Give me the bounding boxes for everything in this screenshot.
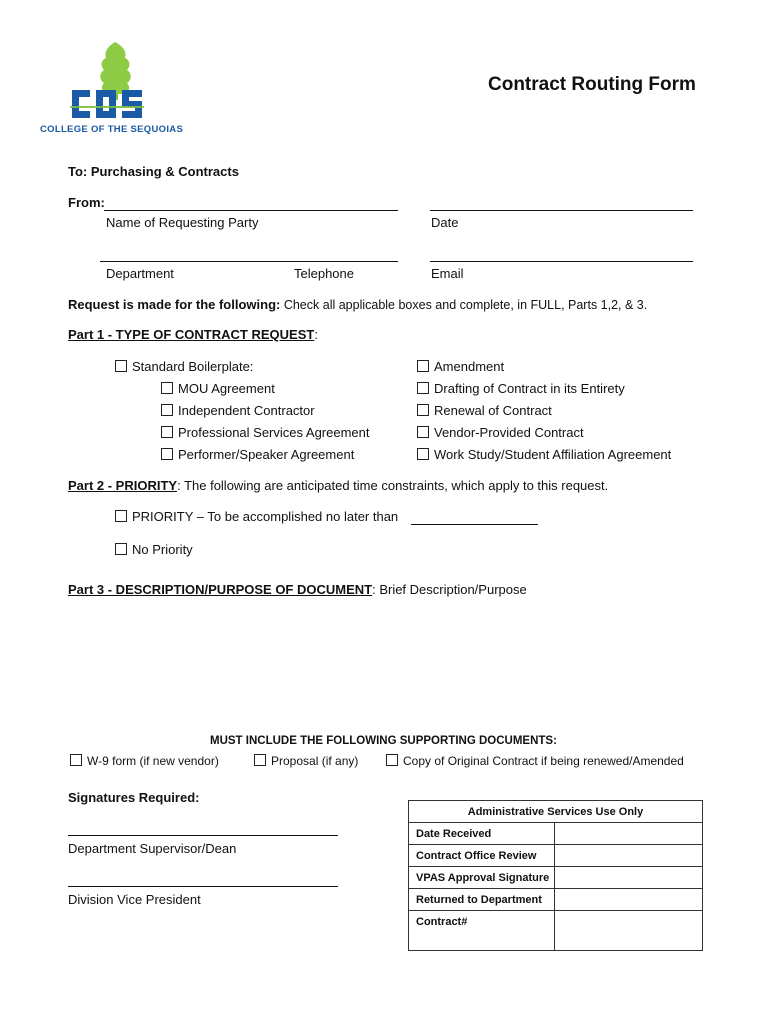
date-line[interactable] [430,210,693,211]
part3-rest: : Brief Description/Purpose [372,582,527,597]
to-line: To: Purchasing & Contracts [68,164,239,179]
row-label-vpas-approval: VPAS Approval Signature [409,867,555,889]
checkbox-drafting-contract[interactable]: Drafting of Contract in its Entirety [417,381,625,396]
table-row [409,867,703,889]
checkbox-icon[interactable] [254,754,266,766]
college-logo [38,40,198,136]
checkbox-performer-speaker[interactable]: Performer/Speaker Agreement [161,447,354,462]
table-row [409,845,703,867]
checkbox-original-contract[interactable]: Copy of Original Contract if being renewed/Amended [386,754,684,768]
checkbox-icon[interactable] [161,382,173,394]
part1-suffix: : [314,327,318,342]
checkbox-icon[interactable] [161,426,173,438]
email-line[interactable] [430,261,693,262]
request-bold: Request is made for the following: [68,297,281,312]
department-telephone-line[interactable] [100,261,398,262]
sequoia-tree-logo-graphic [38,40,198,136]
admin-services-table [408,800,703,951]
checkbox-icon[interactable] [417,448,429,460]
checkbox-standard-boilerplate[interactable]: Standard Boilerplate: [115,359,253,374]
checkbox-renewal-contract[interactable]: Renewal of Contract [417,403,552,418]
admin-table-header: Administrative Services Use Only [409,801,703,823]
checkbox-icon[interactable] [386,754,398,766]
part2-heading: Part 2 - PRIORITY [68,478,178,493]
checkbox-independent-contractor[interactable]: Independent Contractor [161,403,315,418]
table-row [409,911,703,951]
college-name-text: COLLEGE OF THE SEQUOIAS [40,124,184,135]
row-label-date-received: Date Received [409,823,555,845]
request-instructions [68,296,647,314]
checkbox-icon[interactable] [115,360,127,372]
part3-heading: Part 3 - DESCRIPTION/PURPOSE OF DOCUMENT [68,582,373,597]
checkbox-priority[interactable]: PRIORITY – To be accomplished no later than [115,509,398,524]
checkbox-professional-services[interactable]: Professional Services Agreement [161,425,369,440]
supporting-docs-heading: MUST INCLUDE THE FOLLOWING SUPPORTING DOCUMENTS: [210,735,557,747]
checkbox-proposal[interactable]: Proposal (if any) [254,754,358,768]
part1-heading: Part 1 - TYPE OF CONTRACT REQUEST [68,327,315,342]
telephone-caption: Telephone [294,266,354,281]
checkbox-icon[interactable] [417,382,429,394]
checkbox-amendment[interactable]: Amendment [417,359,504,374]
table-row [409,823,703,845]
contract-office-review-cell[interactable] [555,845,703,867]
part1-heading-row [68,327,318,342]
row-label-returned-department: Returned to Department [409,889,555,911]
email-caption: Email [431,266,464,281]
vpas-approval-cell[interactable] [555,867,703,889]
part2-rest: : The following are anticipated time constraints, which apply to this request. [177,478,609,493]
checkbox-icon[interactable] [417,426,429,438]
supervisor-caption: Department Supervisor/Dean [68,841,237,856]
row-label-contract-office-review: Contract Office Review [409,845,555,867]
checkbox-no-priority[interactable]: No Priority [115,542,193,557]
vp-signature-line[interactable] [68,886,338,887]
row-label-contract-number: Contract# [409,911,555,951]
name-caption: Name of Requesting Party [106,215,259,230]
checkbox-icon[interactable] [70,754,82,766]
priority-date-line[interactable] [411,524,538,525]
name-line[interactable] [104,210,398,211]
checkbox-mou-agreement[interactable]: MOU Agreement [161,381,275,396]
returned-department-cell[interactable] [555,889,703,911]
request-rest: Check all applicable boxes and complete, in FULL, Parts 1,2, & 3. [280,298,648,312]
part3-heading-row [68,582,527,597]
part2-heading-row [68,478,608,493]
table-header-row [409,801,703,823]
signatures-heading: Signatures Required: [68,790,200,805]
vp-caption: Division Vice President [68,892,201,907]
checkbox-icon[interactable] [115,510,127,522]
checkbox-icon[interactable] [161,404,173,416]
checkbox-icon[interactable] [161,448,173,460]
date-caption: Date [431,215,459,230]
description-area[interactable] [68,602,703,722]
checkbox-vendor-provided[interactable]: Vendor-Provided Contract [417,425,584,440]
checkbox-work-study[interactable]: Work Study/Student Affiliation Agreement [417,447,671,462]
checkbox-icon[interactable] [115,543,127,555]
table-row [409,889,703,911]
checkbox-w9-form[interactable]: W-9 form (if new vendor) [70,754,219,768]
department-caption: Department [106,266,174,281]
checkbox-icon[interactable] [417,404,429,416]
supervisor-signature-line[interactable] [68,835,338,836]
checkbox-icon[interactable] [417,360,429,372]
from-label: From: [68,195,105,210]
date-received-cell[interactable] [555,823,703,845]
contract-number-cell[interactable] [555,911,703,951]
form-title: Contract Routing Form [488,74,696,95]
